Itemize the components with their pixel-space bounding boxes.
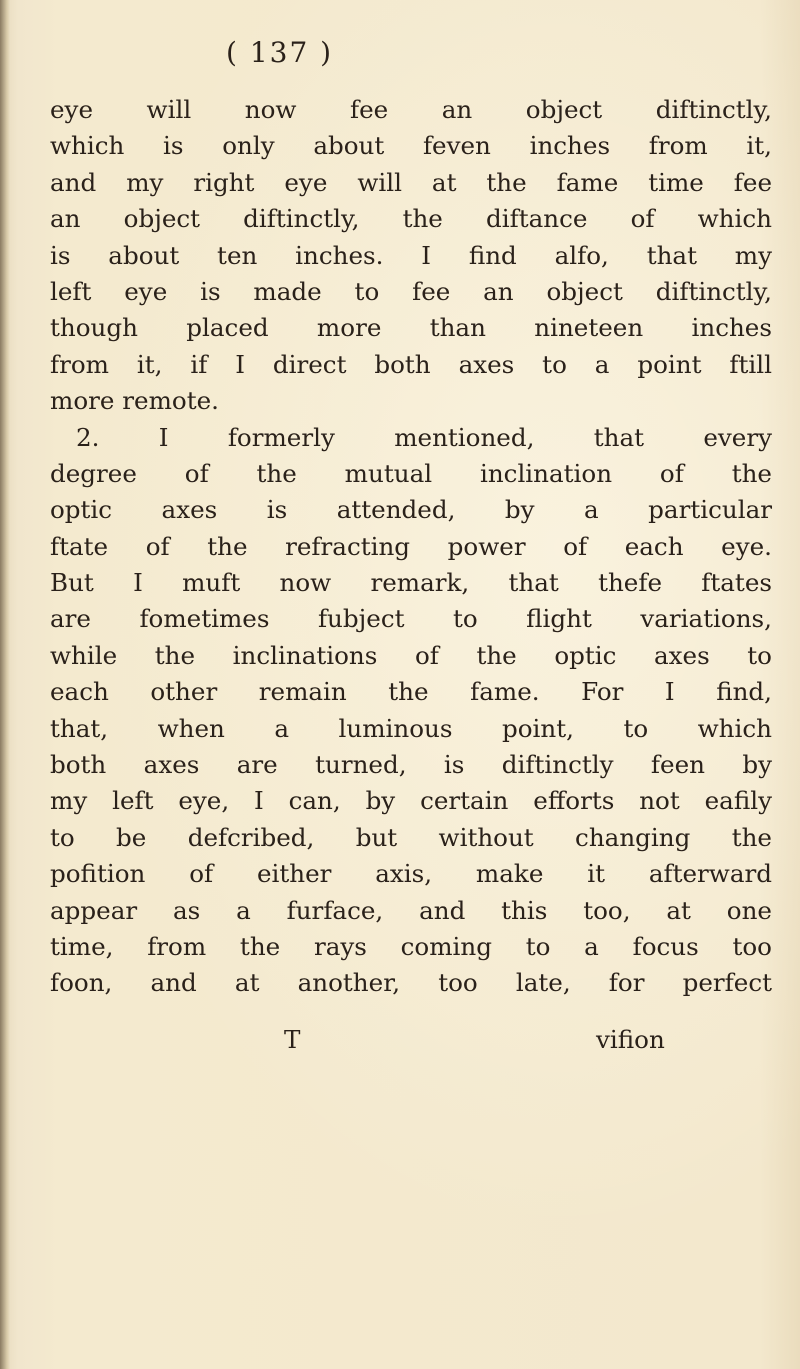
page-footer — [0, 1022, 800, 1058]
text-line: eye will now fee an object diftinctly, — [50, 95, 772, 124]
text-line: foon, and at another, too late, for perfect — [50, 968, 772, 998]
text-line: that, when a luminous point, to which — [50, 713, 772, 743]
signature-mark: T — [284, 1025, 301, 1054]
text-line: though placed more than nineteen inches — [50, 313, 772, 343]
text-line: which is only about feven inches from it, — [50, 131, 772, 161]
catchword: vifion — [596, 1025, 665, 1054]
text-line: to be defcribed, but without changing the — [50, 822, 772, 852]
text-line: appear as a furface, and this too, at one — [50, 895, 772, 925]
text-line: more remote. — [50, 386, 219, 416]
text-line: and my right eye will at the fame time fee — [50, 167, 772, 197]
text-line: time, from the rays coming to a focus too — [50, 931, 772, 961]
text-line: my left eye, I can, by certain efforts not eafily — [50, 786, 772, 816]
text-line: But I muft now remark, that thefe ftates — [50, 568, 772, 598]
text-line: is about ten inches. I find alfo, that my — [50, 240, 772, 270]
text-line: optic axes is attended, by a particular — [50, 495, 772, 525]
text-line: both axes are turned, is diftinctly feen by — [50, 750, 772, 780]
text-line: each other remain the fame. For I find, — [50, 677, 772, 707]
text-line: an object diftinctly, the diftance of which — [50, 204, 772, 234]
spine-shadow — [0, 0, 10, 1369]
text-line: ftate of the refracting power of each eye. — [50, 531, 772, 561]
text-line: 2. I formerly mentioned, that every — [76, 422, 772, 452]
page-number: ( 137 ) — [226, 36, 334, 69]
text-line: left eye is made to fee an object diftinctly, — [50, 276, 772, 306]
text-line: are fometimes fubject to flight variations, — [50, 604, 772, 634]
text-line: while the inclinations of the optic axes to — [50, 640, 772, 670]
text-line: from it, if I direct both axes to a point ftill — [50, 349, 772, 379]
body-text — [50, 92, 772, 1002]
text-line: degree of the mutual inclination of the — [50, 458, 772, 488]
text-line: pofition of either axis, make it afterward — [50, 859, 772, 889]
